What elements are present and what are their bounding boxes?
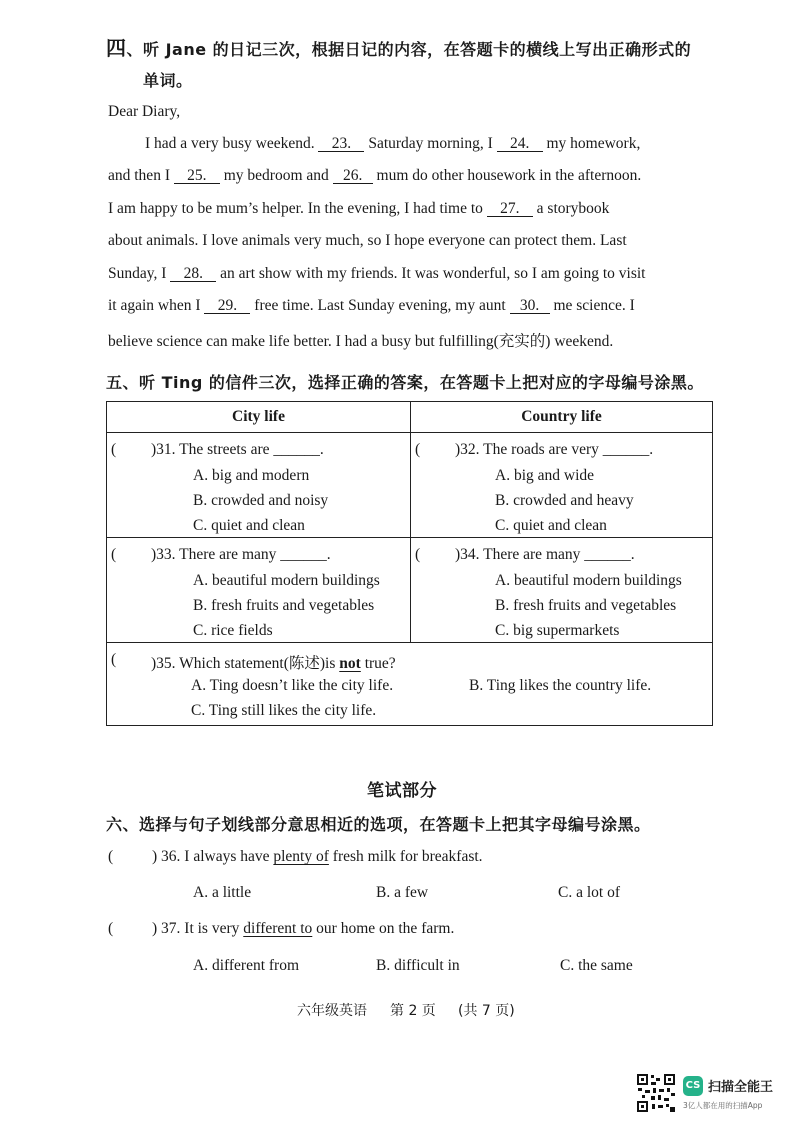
diary-line-4: about animals. I love animals very much, so I hope everyone can protect them. Last	[108, 232, 627, 249]
answer-paren[interactable]: (	[111, 546, 117, 563]
answer-paren[interactable]: (	[111, 441, 117, 458]
question-34-blank: ______.	[584, 546, 635, 563]
option-33-c: C. rice fields	[193, 622, 273, 639]
question-32-stem	[455, 441, 653, 459]
diary-text: free time. Last Sunday evening, my aunt	[254, 297, 506, 314]
diary-text: my bedroom and	[223, 167, 329, 184]
question-32	[411, 433, 713, 538]
section4-title-cont: 单词。	[143, 71, 193, 90]
option-36-a: A. a little	[193, 884, 252, 901]
option-33-b: B. fresh fruits and vegetables	[193, 597, 375, 614]
question-31	[107, 433, 411, 538]
question-35-stem	[151, 651, 396, 673]
diary-text: mum do other housework in the afternoon.	[376, 167, 642, 184]
diary-text: I am happy to be mum’s helper. In the evening, I had time to	[108, 200, 483, 217]
section5-title: 五、听 Ting 的信件三次，选择正确的答案，在答题卡上把对应的字母编号涂黑。	[106, 373, 704, 392]
blank-30: 30.	[510, 298, 550, 314]
header-city-life: City life	[107, 402, 411, 433]
question-33-blank: ______.	[280, 546, 331, 563]
question-32-text: )32. The roads are very	[455, 441, 599, 458]
question-31-blank: ______.	[273, 441, 324, 458]
diary-line-2	[108, 167, 641, 185]
option-37-a: A. different from	[193, 957, 300, 974]
option-36-b: B. a few	[376, 884, 429, 901]
diary-text: a storybook	[536, 200, 610, 217]
option-31-a: A. big and modern	[193, 467, 310, 484]
option-37-c: C. the same	[560, 957, 633, 974]
section5-table	[106, 401, 713, 726]
question-32-blank: ______.	[602, 441, 654, 458]
camscanner-name: 扫描全能王	[708, 1080, 774, 1095]
question-36-text: ) 36. I always have	[152, 848, 270, 865]
option-31-b: B. crowded and noisy	[193, 492, 329, 509]
diary-greeting: Dear Diary,	[108, 103, 181, 120]
footer-grade: 六年级英语	[297, 1003, 367, 1019]
question-34-stem	[455, 546, 635, 564]
question-36-stem	[152, 848, 483, 866]
section4-title-text: 、听 Jane 的日记三次，根据日记的内容，在答题卡的横线上写出正确形式的	[126, 40, 692, 59]
question-35-text-end: true?	[364, 655, 396, 672]
option-31-c: C. quiet and clean	[193, 517, 305, 534]
question-33-stem	[151, 546, 331, 564]
diary-line-1	[145, 135, 640, 153]
diary-line-3	[108, 200, 609, 218]
question-36-paren[interactable]: (	[108, 848, 114, 865]
question-35	[107, 643, 713, 726]
option-32-a: A. big and wide	[495, 467, 595, 484]
blank-24: 24.	[497, 136, 543, 152]
question-36-underlined: plenty of	[273, 848, 329, 865]
diary-text: my homework,	[546, 135, 641, 152]
blank-29: 29.	[204, 298, 250, 314]
question-31-stem	[151, 441, 324, 459]
question-37-text: ) 37. It is very	[152, 920, 240, 937]
question-34-text: )34. There are many	[455, 546, 581, 563]
header-country-life: Country life	[411, 402, 713, 433]
footer-page: 第 2 页	[390, 1003, 436, 1019]
option-32-c: C. quiet and clean	[495, 517, 607, 534]
question-37-text-end: our home on the farm.	[316, 920, 455, 937]
question-37-stem	[152, 920, 454, 938]
blank-26: 26.	[333, 168, 373, 184]
section4-title-mark: 四	[106, 36, 127, 60]
option-37-b: B. difficult in	[376, 957, 460, 974]
option-32-b: B. crowded and heavy	[495, 492, 634, 509]
blank-28: 28.	[170, 266, 216, 282]
question-37-underlined: different to	[243, 920, 313, 937]
question-34	[411, 538, 713, 643]
camscanner-logo-icon: CS	[683, 1076, 703, 1096]
question-35-not: not	[339, 655, 361, 672]
question-37-paren[interactable]: (	[108, 920, 114, 937]
option-36-c: C. a lot of	[558, 884, 620, 901]
diary-line-6	[108, 297, 635, 315]
diary-text: Saturday morning, I	[368, 135, 493, 152]
option-34-b: B. fresh fruits and vegetables	[495, 597, 677, 614]
diary-text: an art show with my friends. It was wonderful, so I am going to visit	[220, 265, 646, 282]
question-33-text: )33. There are many	[151, 546, 277, 563]
blank-27: 27.	[487, 201, 533, 217]
diary-line-5	[108, 265, 645, 283]
camscanner-tagline: 3亿人都在用的扫描App	[683, 1101, 763, 1110]
footer-total: (共 7 页)	[458, 1003, 515, 1019]
option-33-a: A. beautiful modern buildings	[193, 572, 380, 589]
option-34-a: A. beautiful modern buildings	[495, 572, 682, 589]
blank-25: 25.	[174, 168, 220, 184]
option-35-c: C. Ting still likes the city life.	[191, 702, 377, 719]
diary-text: me science. I	[553, 297, 635, 314]
answer-paren[interactable]: (	[415, 546, 421, 563]
answer-paren[interactable]: (	[415, 441, 421, 458]
question-31-text: )31. The streets are	[151, 441, 270, 458]
diary-text: and then I	[108, 167, 170, 184]
section6-title: 六、选择与句子划线部分意思相近的选项，在答题卡上把其字母编号涂黑。	[106, 815, 651, 834]
diary-line-7: believe science can make life better. I had a busy but fulfilling(充实的) weekend.	[108, 333, 614, 350]
written-part-heading: 笔试部分	[367, 781, 437, 801]
qr-code-icon	[636, 1073, 676, 1113]
question-33	[107, 538, 411, 643]
option-35-a: A. Ting doesn’t like the city life.	[191, 677, 394, 694]
section4-title	[106, 32, 691, 61]
question-36-text-end: fresh milk for breakfast.	[332, 848, 483, 865]
question-35-text: )35. Which statement(陈述)is	[151, 655, 336, 672]
blank-23: 23.	[318, 136, 364, 152]
answer-paren[interactable]: (	[111, 651, 117, 668]
diary-text: Sunday, I	[108, 265, 167, 282]
option-34-c: C. big supermarkets	[495, 622, 620, 639]
diary-text: I had a very busy weekend.	[145, 135, 315, 152]
diary-text: it again when I	[108, 297, 201, 314]
option-35-b: B. Ting likes the country life.	[469, 677, 652, 694]
